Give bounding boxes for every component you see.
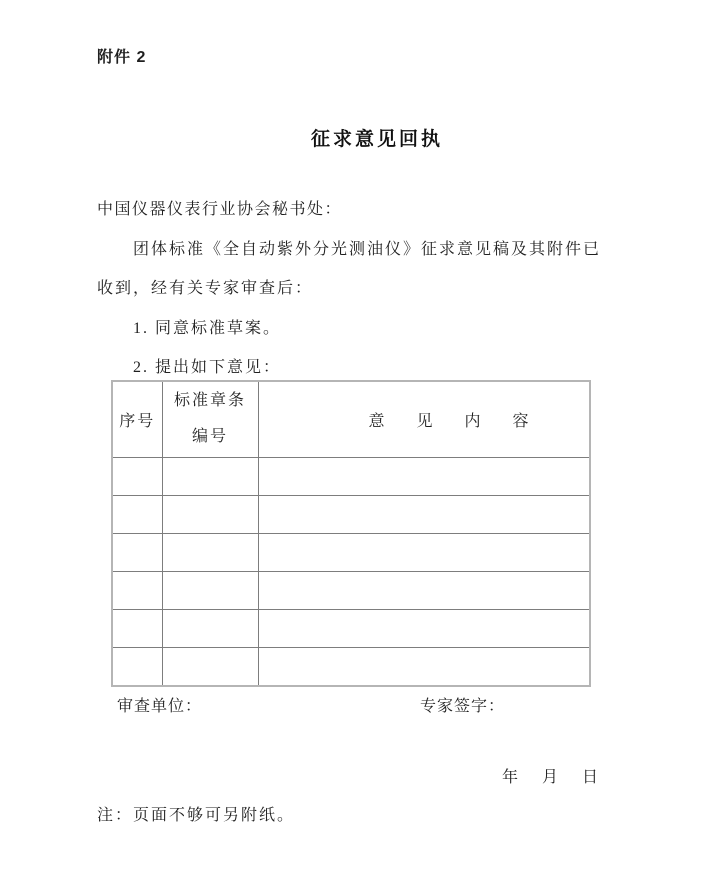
header-clause-line1: 标准章条 xyxy=(173,392,246,410)
table-cell-content xyxy=(258,571,589,609)
comments-table xyxy=(111,380,591,687)
table-row xyxy=(113,571,589,609)
header-clause-line2: 编号 xyxy=(191,428,228,446)
table-cell-content xyxy=(258,647,589,685)
table-cell-content xyxy=(258,457,589,495)
attachment-label: 附件 2 xyxy=(97,49,147,66)
table-cell-clause xyxy=(162,495,258,533)
header-cell-content: 意 见 内 容 xyxy=(258,382,589,457)
table-cell-clause xyxy=(162,571,258,609)
page-title: 征求意见回执 xyxy=(310,129,443,150)
date-line: 年 月 日 xyxy=(502,769,603,786)
greeting-text: 中国仪器仪表行业协会秘书处： xyxy=(97,201,343,218)
table-row xyxy=(113,647,589,685)
body-content xyxy=(97,190,610,388)
table-cell-index xyxy=(113,533,162,571)
header-cell-index: 序号 xyxy=(113,382,162,457)
table-cell-content xyxy=(258,533,589,571)
table-header-row xyxy=(113,382,589,457)
note-text: 注：页面不够可另附纸。 xyxy=(97,807,296,824)
table-cell-index xyxy=(113,495,162,533)
list-item-2: 2. 提出如下意见： xyxy=(133,359,282,376)
header-cell-clause xyxy=(162,382,258,457)
table-cell-index xyxy=(113,647,162,685)
table-row xyxy=(113,457,589,495)
review-unit-label: 审查单位： xyxy=(117,698,203,715)
table-cell-index xyxy=(113,609,162,647)
expert-signature-label: 专家签字： xyxy=(420,698,506,715)
table-row xyxy=(113,533,589,571)
table-cell-index xyxy=(113,457,162,495)
list-item-1: 1. 同意标准草案。 xyxy=(133,319,282,337)
table-row xyxy=(113,609,589,647)
table-cell-content xyxy=(258,609,589,647)
table-body xyxy=(113,382,589,685)
table-cell-content xyxy=(258,495,589,533)
table-cell-clause xyxy=(162,533,258,571)
table-cell-index xyxy=(113,571,162,609)
body-paragraph: 团体标准《全自动紫外分光测油仪》征求意见稿及其附件已收到，经有关专家审查后： xyxy=(97,240,602,297)
table-row xyxy=(113,495,589,533)
table-cell-clause xyxy=(162,457,258,495)
table-cell-clause xyxy=(162,609,258,647)
table-cell-clause xyxy=(162,647,258,685)
